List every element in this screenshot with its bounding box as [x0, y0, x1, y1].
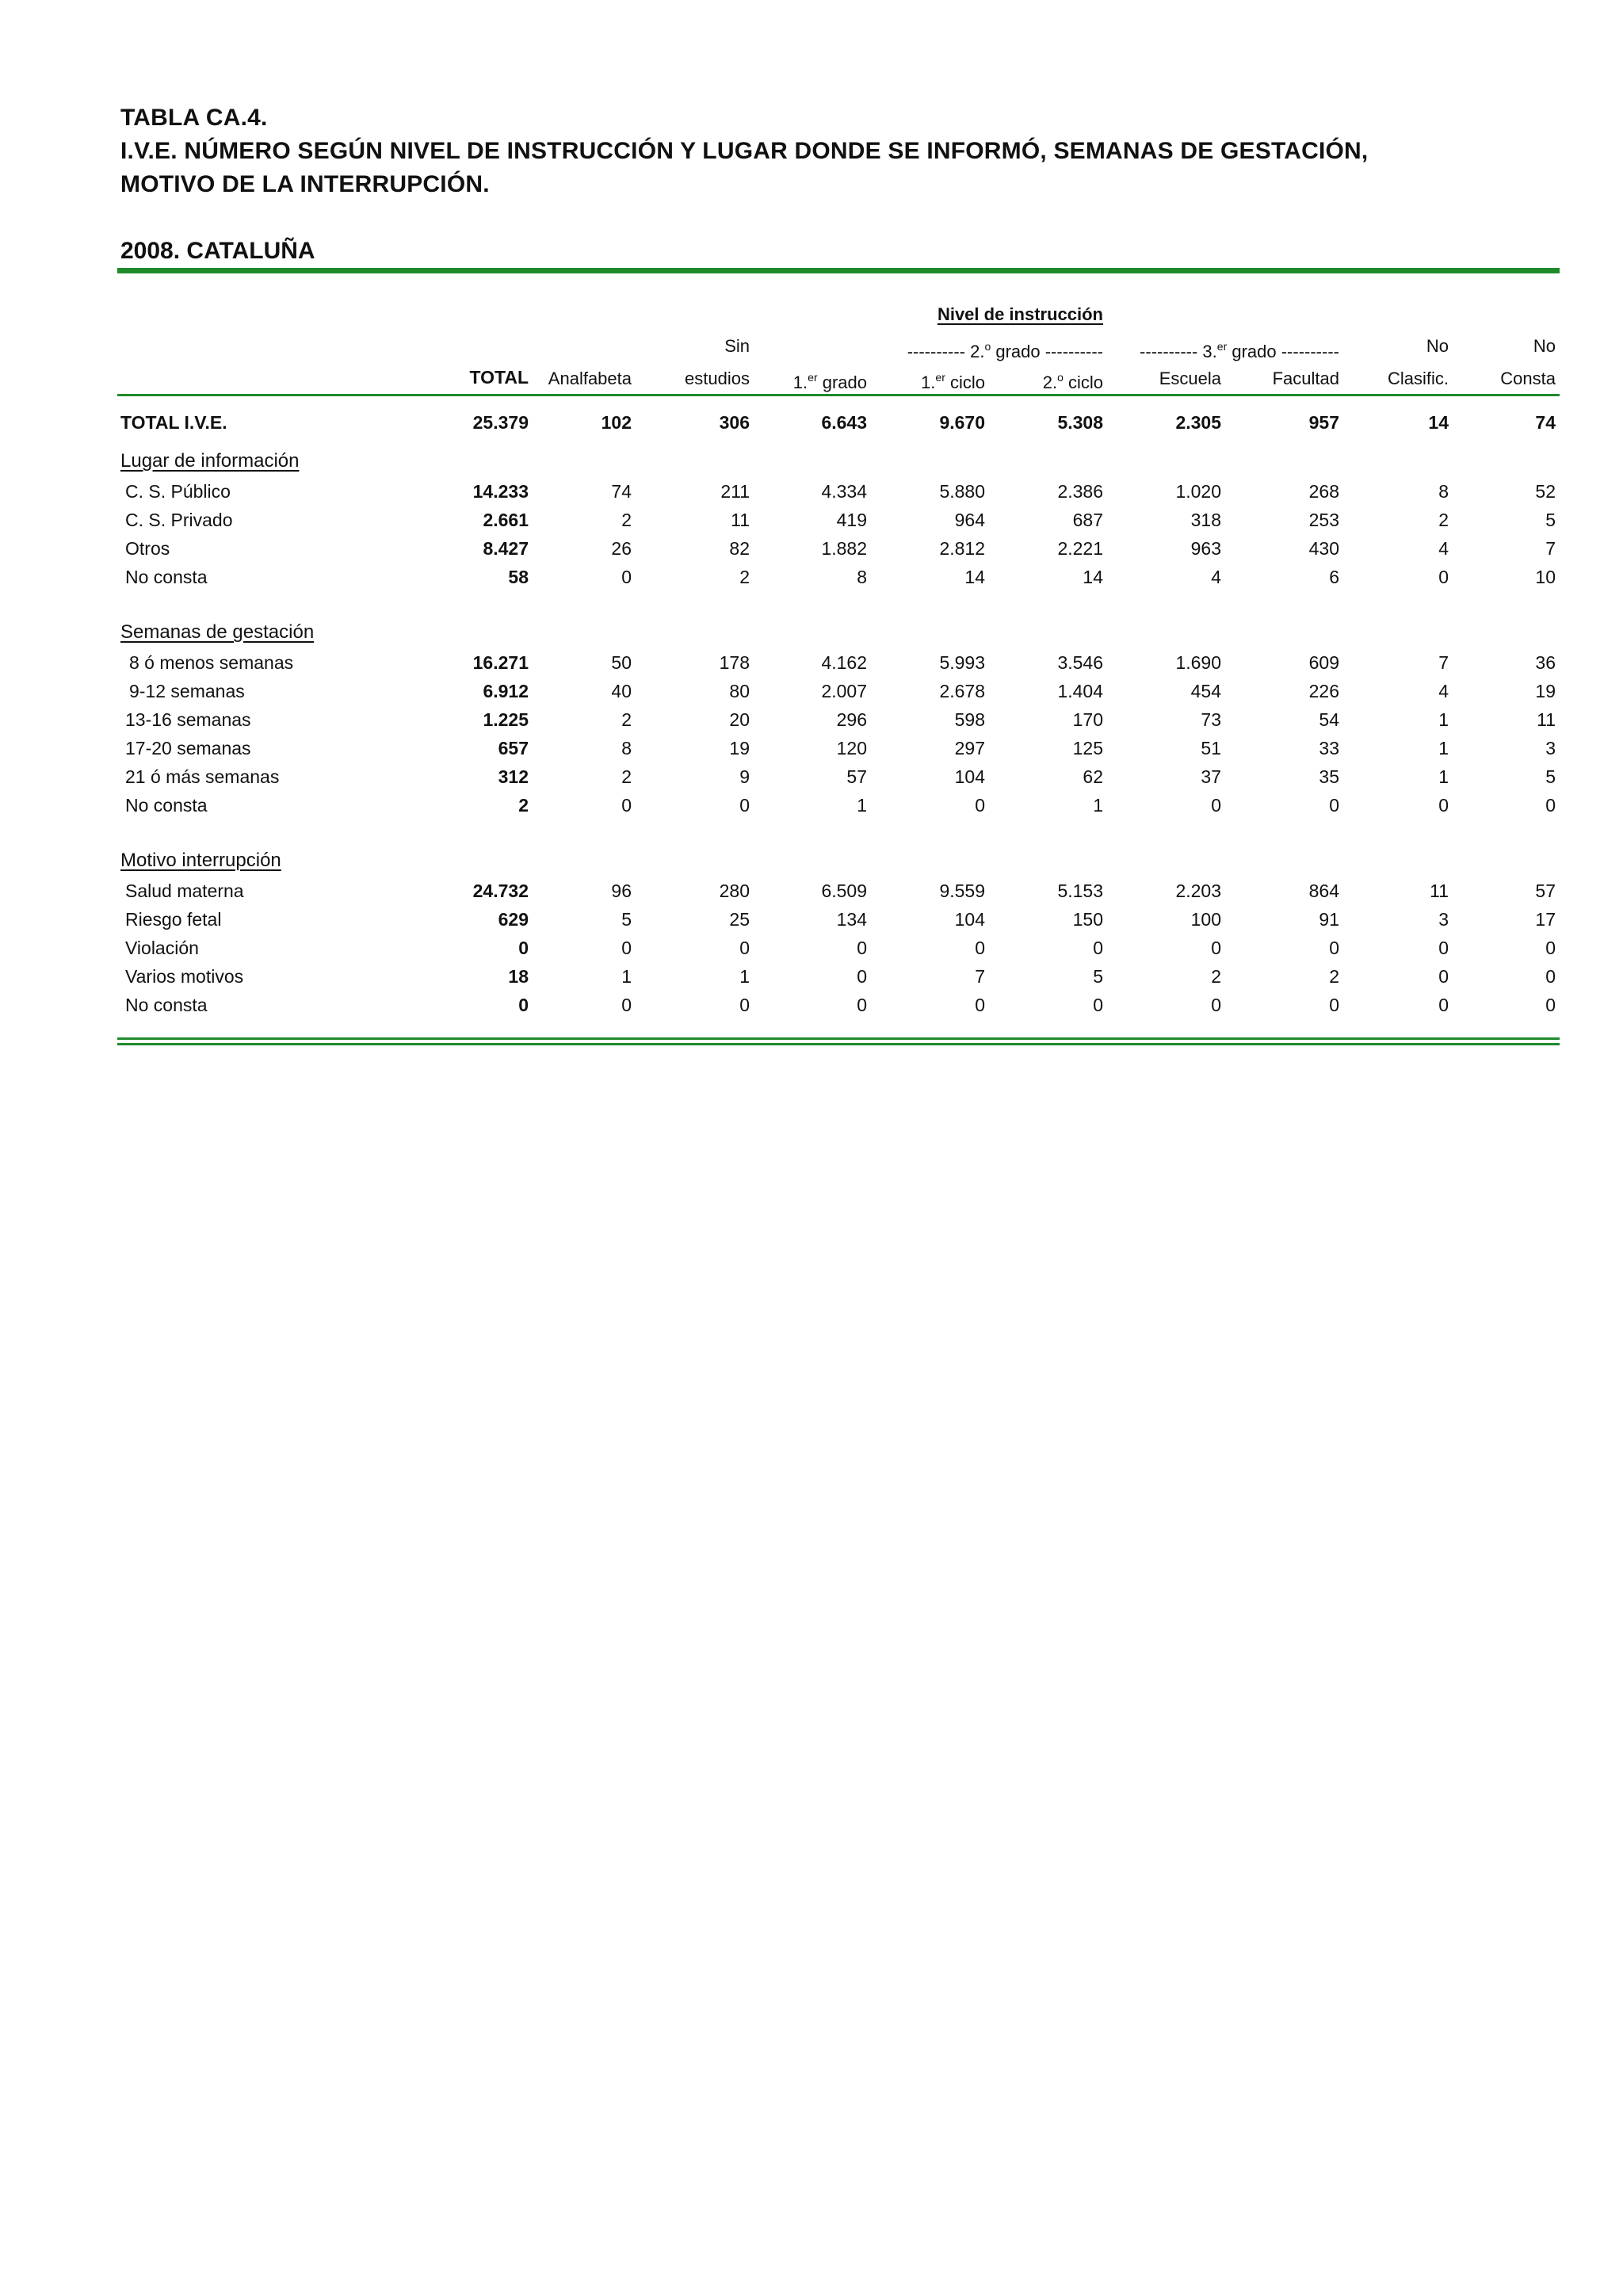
table-cell: 73 [1201, 709, 1221, 730]
table-cell: 1.404 [1057, 681, 1103, 701]
total-row-label: TOTAL I.V.E. [120, 412, 227, 433]
table-cell: 0 [518, 995, 529, 1015]
table-cell: 2 [1211, 966, 1221, 987]
table-cell: 253 [1308, 510, 1339, 530]
table-cell: 2.812 [939, 538, 985, 559]
header-grado3: ---------- 3.$^{er}$ grado ---------- [1140, 340, 1339, 361]
table-cell: 0 [1329, 938, 1339, 958]
table-cell: 8 [857, 567, 867, 587]
table-cell: 54 [1319, 709, 1339, 730]
table-row-label: Violación [125, 938, 199, 958]
table-cell: 8.427 [483, 538, 529, 559]
table-cell: 26 [611, 538, 632, 559]
table-cell: 80 [729, 681, 750, 701]
table-cell: 226 [1308, 681, 1339, 701]
table-cell: 0 [739, 995, 750, 1015]
col-consta: Consta [1500, 369, 1556, 388]
table-cell: 0 [1438, 567, 1449, 587]
table-cell: 74 [1535, 412, 1556, 433]
table-cell: 5 [621, 909, 632, 930]
table-cell: 36 [1535, 652, 1556, 673]
table-row-label: No consta [125, 995, 208, 1015]
table-cell: 11 [1537, 709, 1556, 730]
table-cell: 0 [1545, 966, 1556, 987]
table-cell: 20 [729, 709, 750, 730]
table-cell: 19 [729, 738, 750, 758]
table-cell: 170 [1072, 709, 1103, 730]
table-cell: 74 [611, 481, 632, 502]
table-cell: 104 [954, 766, 985, 787]
table-cell: 40 [611, 681, 632, 701]
table-cell: 19 [1535, 681, 1556, 701]
table-row-label: No consta [125, 567, 208, 587]
table-cell: 11 [1430, 881, 1449, 901]
table-cell: 5.153 [1057, 881, 1103, 901]
table-cell: 609 [1308, 652, 1339, 673]
table-cell: 2.007 [821, 681, 867, 701]
col-primer-grado: 1.$^{er}$ grado [792, 371, 867, 392]
table-cell: 11 [731, 510, 750, 530]
table-cell: 0 [1211, 938, 1221, 958]
table-row-label: 17-20 semanas [125, 738, 251, 758]
table-cell: 4.334 [821, 481, 867, 502]
table-cell: 18 [508, 966, 529, 987]
title-line-2: I.V.E. NÚMERO SEGÚN NIVEL DE INSTRUCCIÓN Y LUGAR DONDE SE INFORMÓ, SEMANAS DE GESTACIÓN, [120, 138, 1369, 164]
table-cell: 0 [1093, 995, 1103, 1015]
table-cell: 4 [1211, 567, 1221, 587]
table-cell: 5 [1545, 510, 1556, 530]
table-cell: 134 [836, 909, 867, 930]
table-cell: 318 [1190, 510, 1221, 530]
table-cell: 0 [1211, 795, 1221, 816]
table-cell: 2 [621, 766, 632, 787]
table-cell: 306 [719, 412, 750, 433]
table-cell: 4 [1438, 538, 1449, 559]
table-cell: 0 [518, 938, 529, 958]
table-cell: 1 [1438, 738, 1449, 758]
table-cell: 2 [1438, 510, 1449, 530]
table-cell: 0 [621, 938, 632, 958]
table-cell: 4 [1438, 681, 1449, 701]
col-facultad: Facultad [1272, 369, 1339, 388]
table-cell: 629 [498, 909, 529, 930]
table-cell: 430 [1308, 538, 1339, 559]
table-cell: 3 [1438, 909, 1449, 930]
header-rule [117, 268, 1560, 273]
table-cell: 5.880 [939, 481, 985, 502]
table-cell: 82 [729, 538, 750, 559]
table-cell: 657 [498, 738, 529, 758]
table-cell: 6.509 [821, 881, 867, 901]
table-cell: 0 [1438, 938, 1449, 958]
table-cell: 178 [719, 652, 750, 673]
table-cell: 7 [1438, 652, 1449, 673]
table-cell: 5 [1545, 766, 1556, 787]
table-cell: 16.271 [472, 652, 529, 673]
table-cell: 58 [508, 567, 529, 587]
section-title: Semanas de gestación [120, 621, 315, 643]
table-cell: 35 [1319, 766, 1339, 787]
table-row-label: 21 ó más semanas [125, 766, 280, 787]
table-cell: 57 [846, 766, 867, 787]
table-cell: 102 [601, 412, 632, 433]
table-cell: 5.308 [1057, 412, 1103, 433]
table-cell: 2 [621, 709, 632, 730]
table-cell: 51 [1201, 738, 1221, 758]
table-cell: 1 [1438, 766, 1449, 787]
table-cell: 963 [1190, 538, 1221, 559]
table-cell: 33 [1319, 738, 1339, 758]
table-cell: 91 [1319, 909, 1339, 930]
table-rule [117, 1037, 1560, 1040]
table-row-label: 8 ó menos semanas [129, 652, 294, 673]
table-subtitle: 2008. CATALUÑA [120, 238, 315, 264]
table-cell: 14 [1428, 412, 1449, 433]
table-cell: 3 [1545, 738, 1556, 758]
table-cell: 1 [857, 795, 867, 816]
table-rule [117, 394, 1560, 396]
table-cell: 6.912 [483, 681, 529, 701]
table-cell: 57 [1535, 881, 1556, 901]
header-group-label: Nivel de instrucción [937, 304, 1103, 324]
table-row-label: No consta [125, 795, 208, 816]
table-cell: 9 [739, 766, 750, 787]
header-no-1: No [1426, 336, 1449, 356]
table-cell: 7 [975, 966, 985, 987]
table-cell: 8 [1438, 481, 1449, 502]
table-cell: 0 [857, 966, 867, 987]
table-cell: 14 [1083, 567, 1103, 587]
table-cell: 0 [975, 995, 985, 1015]
table-cell: 10 [1535, 567, 1556, 587]
table-cell: 1 [1438, 709, 1449, 730]
table-cell: 1.690 [1175, 652, 1221, 673]
table-cell: 6 [1329, 567, 1339, 587]
table-cell: 2.221 [1057, 538, 1103, 559]
table-cell: 0 [1545, 938, 1556, 958]
table-cell: 0 [975, 795, 985, 816]
table-cell: 5 [1093, 966, 1103, 987]
table-row-label: C. S. Privado [125, 510, 233, 530]
table-cell: 2 [1329, 966, 1339, 987]
table-title [120, 101, 1563, 201]
col-analfabeta: Analfabeta [548, 369, 632, 388]
table-cell: 14.233 [472, 481, 529, 502]
table-cell: 2 [518, 795, 529, 816]
col-total: TOTAL [469, 367, 529, 388]
section-title: Motivo interrupción [120, 850, 281, 871]
table-cell: 864 [1308, 881, 1339, 901]
table-cell: 0 [1545, 995, 1556, 1015]
table-cell: 17 [1535, 909, 1556, 930]
header-sin: Sin [724, 336, 750, 356]
table-cell: 24.732 [472, 881, 529, 901]
table-cell: 297 [954, 738, 985, 758]
table-cell: 50 [611, 652, 632, 673]
table-cell: 1.882 [821, 538, 867, 559]
table-cell: 598 [954, 709, 985, 730]
header-grado2: ---------- 2.$^o$ grado ---------- [907, 340, 1103, 361]
table-cell: 1.020 [1175, 481, 1221, 502]
table-row-label: Varios motivos [125, 966, 244, 987]
table-cell: 14 [964, 567, 985, 587]
table-cell: 96 [611, 881, 632, 901]
table-cell: 1 [1093, 795, 1103, 816]
table-cell: 9.670 [939, 412, 985, 433]
table-cell: 100 [1190, 909, 1221, 930]
table-row-label: Riesgo fetal [125, 909, 222, 930]
table-cell: 6.643 [821, 412, 867, 433]
table-cell: 2.678 [939, 681, 985, 701]
table-cell: 5.993 [939, 652, 985, 673]
col-escuela: Escuela [1159, 369, 1221, 388]
col-estudios: estudios [685, 369, 750, 388]
table-cell: 1 [739, 966, 750, 987]
table-cell: 25.379 [472, 412, 529, 433]
table-cell: 62 [1083, 766, 1103, 787]
table-cell: 296 [836, 709, 867, 730]
table-row-label: 9-12 semanas [129, 681, 245, 701]
table-cell: 8 [621, 738, 632, 758]
table-cell: 2 [739, 567, 750, 587]
table-cell: 0 [857, 995, 867, 1015]
table-cell: 312 [498, 766, 529, 787]
table-cell: 4.162 [821, 652, 867, 673]
table-cell: 52 [1535, 481, 1556, 502]
table-cell: 0 [1438, 966, 1449, 987]
table-cell: 0 [1438, 795, 1449, 816]
table-cell: 120 [836, 738, 867, 758]
table-cell: 104 [954, 909, 985, 930]
table-cell: 0 [857, 938, 867, 958]
table-cell: 1 [621, 966, 632, 987]
table-cell: 419 [836, 510, 867, 530]
table-cell: 2.305 [1175, 412, 1221, 433]
table-cell: 0 [1329, 795, 1339, 816]
table-cell: 9.559 [939, 881, 985, 901]
header-no-2: No [1533, 336, 1556, 356]
table-cell: 0 [1545, 795, 1556, 816]
table-rule [117, 1043, 1560, 1045]
table-cell: 2.203 [1175, 881, 1221, 901]
table-cell: 211 [720, 481, 750, 502]
table-cell: 37 [1201, 766, 1221, 787]
table-cell: 957 [1308, 412, 1339, 433]
table-cell: 0 [621, 995, 632, 1015]
table-cell: 0 [1211, 995, 1221, 1015]
table-cell: 0 [621, 567, 632, 587]
table-cell: 3.546 [1057, 652, 1103, 673]
table-cell: 1.225 [483, 709, 529, 730]
table-cell: 268 [1308, 481, 1339, 502]
table-cell: 454 [1190, 681, 1221, 701]
title-line-1: TABLA CA.4. [120, 105, 268, 131]
table-cell: 150 [1072, 909, 1103, 930]
table-row-label: C. S. Público [125, 481, 231, 502]
table-cell: 25 [729, 909, 750, 930]
table-cell: 687 [1072, 510, 1103, 530]
table-row-label: Otros [125, 538, 170, 559]
table-cell: 2 [621, 510, 632, 530]
table-cell: 125 [1072, 738, 1103, 758]
col-primer-ciclo: 1.$^{er}$ ciclo [921, 371, 985, 392]
section-title: Lugar de información [120, 450, 300, 472]
table-cell: 964 [954, 510, 985, 530]
table-cell: 0 [739, 938, 750, 958]
table-cell: 2.661 [483, 510, 529, 530]
table-cell: 7 [1545, 538, 1556, 559]
table-cell: 0 [1438, 995, 1449, 1015]
title-line-3: MOTIVO DE LA INTERRUPCIÓN. [120, 171, 490, 197]
table-cell: 0 [621, 795, 632, 816]
table-row-label: Salud materna [125, 881, 244, 901]
table-cell: 0 [1093, 938, 1103, 958]
table-row-label: 13-16 semanas [125, 709, 251, 730]
table-cell: 0 [739, 795, 750, 816]
table-cell: 2.386 [1057, 481, 1103, 502]
table-cell: 280 [719, 881, 750, 901]
col-clasific: Clasific. [1387, 369, 1449, 388]
table-cell: 0 [975, 938, 985, 958]
col-segundo-ciclo: 2.$^o$ ciclo [1042, 371, 1103, 392]
table-cell: 0 [1329, 995, 1339, 1015]
